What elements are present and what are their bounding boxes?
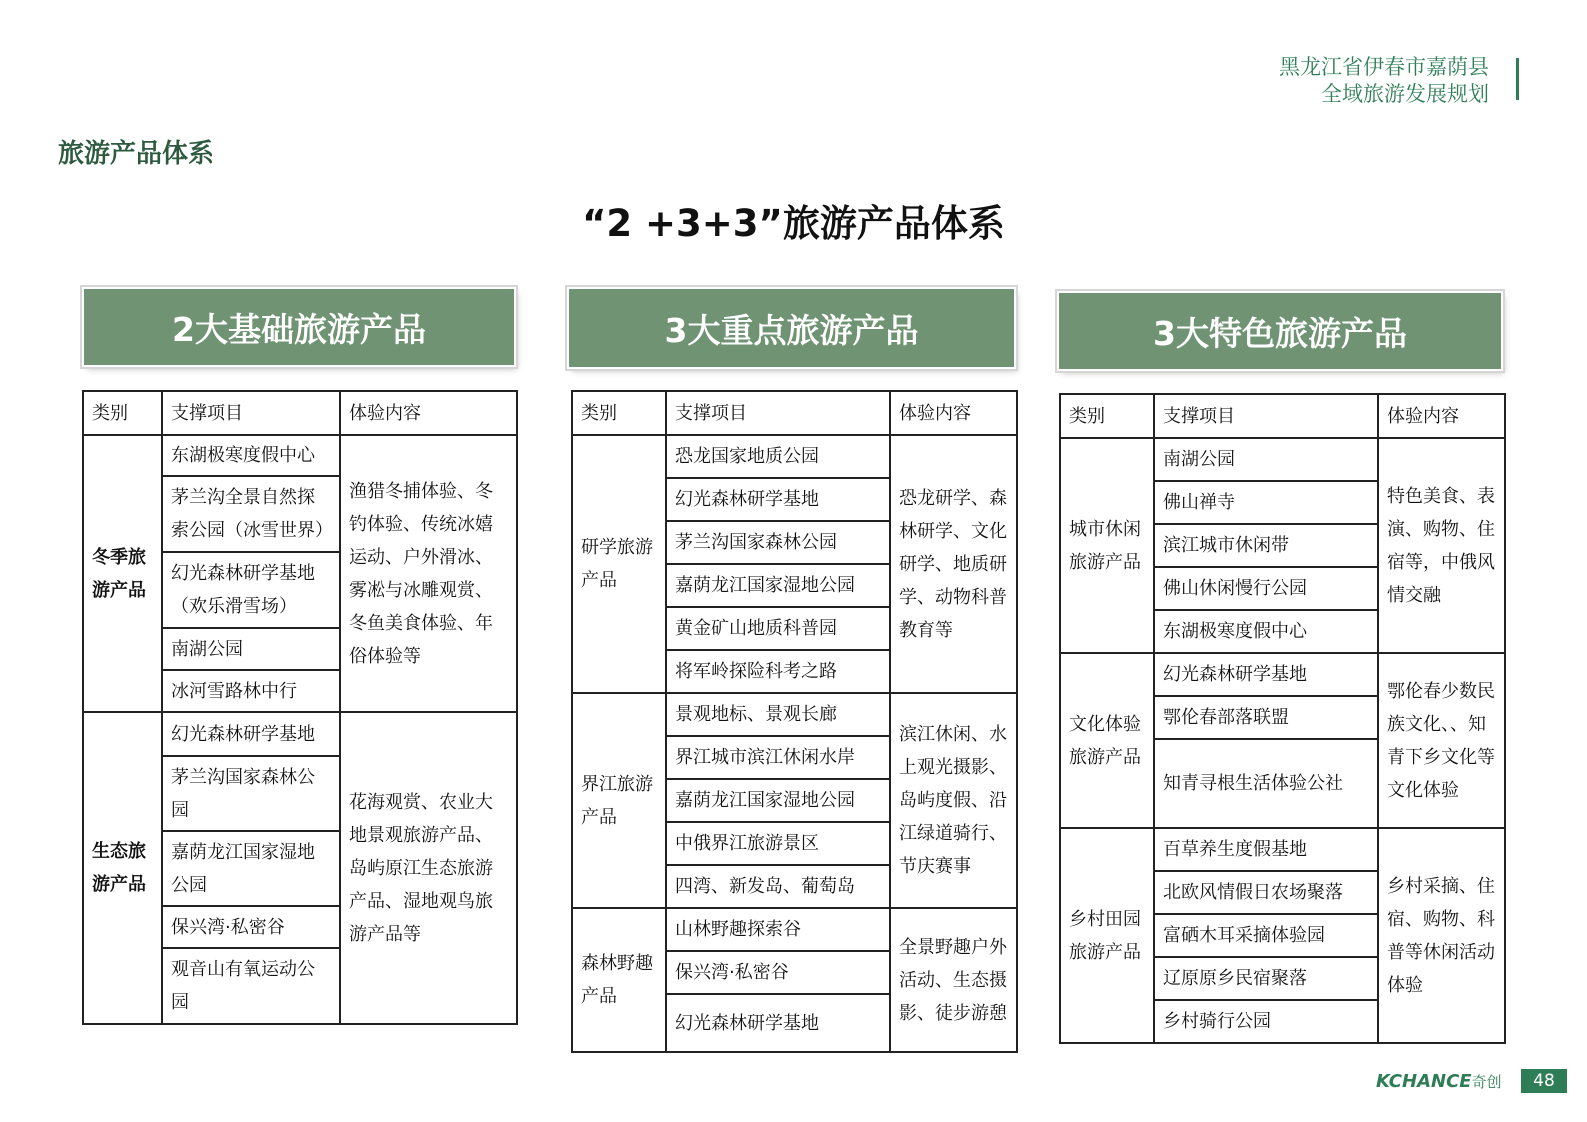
- project-cell: 保兴湾·私密谷: [666, 951, 890, 994]
- experience-cell: 全景野趣户外活动、生态摄影、徒步游憩: [890, 908, 1017, 1052]
- table-header-row: [572, 391, 1017, 435]
- header-line-1: 黑龙江省伊春市嘉荫县: [1279, 55, 1489, 79]
- project-cell: 辽原原乡民宿聚落: [1154, 957, 1378, 1000]
- banner-basic-products: 2大基础旅游产品: [84, 289, 514, 365]
- category-cell: 森林野趣产品: [572, 908, 666, 1052]
- project-cell: 茅兰沟国家森林公园: [162, 756, 340, 831]
- header-divider: [1516, 58, 1519, 100]
- project-cell: 幻光森林研学基地: [666, 478, 890, 521]
- project-cell: 保兴湾·私密谷: [162, 906, 340, 948]
- project-cell: 景观地标、景观长廊: [666, 693, 890, 736]
- table-header-row: [83, 391, 517, 435]
- project-cell: 南湖公园: [162, 628, 340, 670]
- project-cell: 富硒木耳采摘体验园: [1154, 914, 1378, 957]
- header-experience: 体验内容: [1378, 394, 1505, 438]
- header-line-2: 全域旅游发展规划: [1321, 82, 1489, 106]
- category-cell: 生态旅游产品: [83, 712, 162, 1024]
- header-category: 类别: [83, 391, 162, 435]
- category-cell: 城市休闲旅游产品: [1060, 438, 1154, 653]
- table-row: [83, 435, 517, 476]
- table-row: [1060, 653, 1505, 696]
- table-header-row: [1060, 394, 1505, 438]
- header-experience: 体验内容: [890, 391, 1017, 435]
- table-row: [83, 712, 517, 756]
- experience-cell: 恐龙研学、森林研学、文化研学、地质研学、动物科普教育等: [890, 435, 1017, 693]
- project-cell: 知青寻根生活体验公社: [1154, 739, 1378, 828]
- project-cell: 幻光森林研学基地（欢乐滑雪场）: [162, 552, 340, 628]
- banner-key-products: 3大重点旅游产品: [569, 289, 1014, 367]
- project-cell: 界江城市滨江休闲水岸: [666, 736, 890, 779]
- experience-cell: 花海观赏、农业大地景观旅游产品、岛屿原江生态旅游产品、湿地观鸟旅游产品等: [340, 712, 517, 1024]
- project-cell: 嘉荫龙江国家湿地公园: [666, 564, 890, 607]
- header-projects: 支撑项目: [162, 391, 340, 435]
- table-row: [572, 693, 1017, 736]
- table-row: [1060, 438, 1505, 481]
- project-cell: 滨江城市休闲带: [1154, 524, 1378, 567]
- project-cell: 观音山有氧运动公园: [162, 948, 340, 1024]
- basic-products-table: [82, 390, 518, 1025]
- project-cell: 中俄界江旅游景区: [666, 822, 890, 865]
- page-number: 48: [1521, 1069, 1567, 1093]
- project-cell: 百草养生度假基地: [1154, 828, 1378, 871]
- project-cell: 东湖极寒度假中心: [1154, 610, 1378, 653]
- key-products-table: [571, 390, 1018, 1053]
- table-row: [1060, 828, 1505, 871]
- document-header: [1279, 54, 1489, 108]
- experience-cell: 渔猎冬捕体验、冬钓体验、传统冰嬉运动、户外滑冰、雾凇与冰雕观赏、冬鱼美食体验、年俗体验等: [340, 435, 517, 712]
- project-cell: 四湾、新发岛、葡萄岛: [666, 865, 890, 908]
- category-cell: 研学旅游产品: [572, 435, 666, 693]
- project-cell: 恐龙国家地质公园: [666, 435, 890, 478]
- section-title: 旅游产品体系: [58, 139, 215, 169]
- project-cell: 北欧风情假日农场聚落: [1154, 871, 1378, 914]
- experience-cell: 特色美食、表演、购物、住宿等，中俄风情交融: [1378, 438, 1505, 653]
- project-cell: 幻光森林研学基地: [666, 994, 890, 1052]
- project-cell: 山林野趣探索谷: [666, 908, 890, 951]
- header-experience: 体验内容: [340, 391, 517, 435]
- experience-cell: 鄂伦春少数民族文化、、知青下乡文化等文化体验: [1378, 653, 1505, 828]
- header-projects: 支撑项目: [666, 391, 890, 435]
- project-cell: 佛山休闲慢行公园: [1154, 567, 1378, 610]
- brand-logo-cn: 奇创: [1471, 1073, 1502, 1091]
- project-cell: 幻光森林研学基地: [162, 712, 340, 756]
- brand-logo-text: KCHANCE: [1376, 1071, 1472, 1092]
- category-cell: 乡村田园旅游产品: [1060, 828, 1154, 1043]
- project-cell: 南湖公园: [1154, 438, 1378, 481]
- category-cell: 冬季旅游产品: [83, 435, 162, 712]
- project-cell: 黄金矿山地质科普园: [666, 607, 890, 650]
- brand-logo: [1376, 1071, 1502, 1092]
- experience-cell: 滨江休闲、水上观光摄影、岛屿度假、沿江绿道骑行、节庆赛事: [890, 693, 1017, 908]
- project-cell: 佛山禅寺: [1154, 481, 1378, 524]
- category-cell: 文化体验旅游产品: [1060, 653, 1154, 828]
- banner-featured-products: 3大特色旅游产品: [1059, 293, 1501, 369]
- project-cell: 幻光森林研学基地: [1154, 653, 1378, 696]
- project-cell: 东湖极寒度假中心: [162, 435, 340, 476]
- project-cell: 乡村骑行公园: [1154, 1000, 1378, 1043]
- table-row: [572, 435, 1017, 478]
- experience-cell: 乡村采摘、住宿、购物、科普等休闲活动体验: [1378, 828, 1505, 1043]
- project-cell: 茅兰沟国家森林公园: [666, 521, 890, 564]
- header-category: 类别: [572, 391, 666, 435]
- table-row: [572, 908, 1017, 951]
- project-cell: 嘉荫龙江国家湿地公园: [162, 831, 340, 906]
- featured-products-table: [1059, 393, 1506, 1044]
- main-title: “2 +3+3”旅游产品体系: [582, 202, 1005, 245]
- header-category: 类别: [1060, 394, 1154, 438]
- project-cell: 冰河雪路林中行: [162, 670, 340, 712]
- project-cell: 嘉荫龙江国家湿地公园: [666, 779, 890, 822]
- project-cell: 将军岭探险科考之路: [666, 650, 890, 693]
- project-cell: 鄂伦春部落联盟: [1154, 696, 1378, 739]
- category-cell: 界江旅游产品: [572, 693, 666, 908]
- project-cell: 茅兰沟全景自然探索公园（冰雪世界）: [162, 476, 340, 552]
- header-projects: 支撑项目: [1154, 394, 1378, 438]
